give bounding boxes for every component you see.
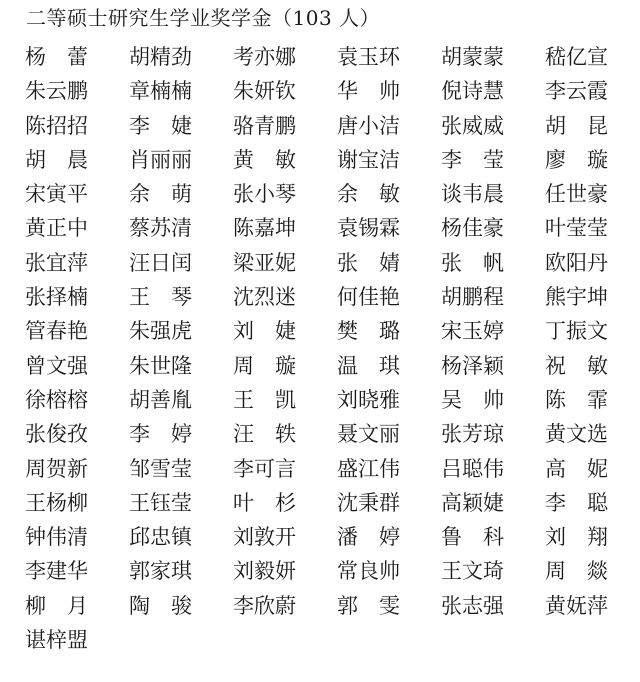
award-recipient-name: 余 萌 [129,182,192,207]
award-recipient-name: 黄妩萍 [545,593,608,618]
award-recipient-name: 陈嘉坤 [233,216,296,241]
award-recipient-name: 温 琪 [337,353,400,378]
award-recipient-name: 刘敦开 [233,525,296,550]
award-recipient-name: 刘 翔 [545,525,608,550]
award-recipient-name: 刘毅妍 [233,559,296,584]
award-recipient-name: 祝 敏 [545,353,608,378]
award-recipient-name: 曾文强 [25,353,88,378]
award-recipient-name: 潘 婷 [337,525,400,550]
award-recipient-name: 王 凯 [233,387,296,412]
award-recipient-name: 胡善胤 [129,387,192,412]
award-recipient-name: 王 琴 [129,285,192,310]
award-recipient-name: 倪诗慧 [441,79,504,104]
award-recipient-name: 李云霞 [545,79,608,104]
award-recipient-name: 唐小洁 [337,113,400,138]
award-recipient-name: 黄文选 [545,422,608,447]
award-recipient-name: 邱忠镇 [129,525,192,550]
award-recipient-name: 李欣蔚 [233,593,296,618]
award-recipient-name: 吕聪伟 [441,456,504,481]
award-recipient-name: 叶莹莹 [545,216,608,241]
award-recipient-name: 李 婷 [129,422,192,447]
award-recipient-name: 陈招招 [25,113,88,138]
award-recipient-name: 章楠楠 [129,79,192,104]
award-recipient-name: 陶 骏 [129,593,192,618]
award-recipient-name: 聂文丽 [337,422,400,447]
award-recipient-name: 张 帆 [441,250,504,275]
award-recipient-name: 管春艳 [25,319,88,344]
award-recipient-name: 考亦娜 [233,45,296,69]
award-recipient-name: 胡 昆 [545,113,608,138]
award-recipient-name: 嵇亿宣 [545,45,608,69]
award-recipient-name: 袁玉环 [337,45,400,69]
award-recipient-name: 廖 璇 [545,147,608,172]
award-recipient-name: 肖丽丽 [129,147,192,172]
award-recipient-name: 郭家琪 [129,559,192,584]
award-recipient-name: 樊 璐 [337,319,400,344]
award-recipient-name: 杨 蕾 [25,45,88,69]
award-recipient-name: 沈烈迷 [233,285,296,310]
award-recipient-name: 谈韦晨 [441,182,504,207]
award-recipient-name: 张宜萍 [25,250,88,275]
award-recipient-name: 黄正中 [25,216,88,241]
section-title: 二等硕士研究生学业奖学金（103 人） [26,6,381,30]
award-recipient-name: 朱强虎 [129,319,192,344]
award-recipient-name: 朱妍钦 [233,79,296,104]
award-recipient-name: 袁锡霖 [337,216,400,241]
award-recipient-name: 宋寅平 [25,182,88,207]
award-recipient-name: 王杨柳 [25,490,88,515]
award-recipient-name: 张俊孜 [25,422,88,447]
award-recipient-name: 高颖婕 [441,490,504,515]
award-recipient-name: 胡精劲 [129,45,192,69]
award-recipient-name: 钟伟清 [25,525,88,550]
award-recipient-name: 盛江伟 [337,456,400,481]
award-recipient-name: 胡鹏程 [441,285,504,310]
award-recipient-name: 骆青鹏 [233,113,296,138]
award-recipient-name: 任世豪 [545,182,608,207]
award-recipient-name: 李建华 [25,559,88,584]
award-recipient-name: 沈秉群 [337,490,400,515]
award-recipient-name: 吴 帅 [441,387,504,412]
award-recipient-name: 柳 月 [25,593,88,618]
award-recipient-name: 何佳艳 [337,285,400,310]
award-recipient-name: 宋玉婷 [441,319,504,344]
award-recipient-name: 邹雪莹 [129,456,192,481]
award-recipient-name: 胡 晨 [25,147,88,172]
award-recipient-name: 鲁 科 [441,525,504,550]
award-recipient-name: 朱世隆 [129,353,192,378]
award-recipient-name: 余 敏 [337,182,400,207]
award-recipient-name: 蔡苏清 [129,216,192,241]
award-recipient-name: 黄 敏 [233,147,296,172]
award-recipient-name: 朱云鹏 [25,79,88,104]
award-recipient-name: 杨泽颖 [441,353,504,378]
award-recipient-name: 张小琴 [233,182,296,207]
award-recipient-name: 张志强 [441,593,504,618]
award-recipient-name: 王文琦 [441,559,504,584]
award-recipient-name: 刘 婕 [233,319,296,344]
award-recipient-name: 谢宝洁 [337,147,400,172]
award-recipient-name: 欧阳丹 [545,250,608,275]
award-recipient-name: 周 璇 [233,353,296,378]
award-recipient-name: 王钰莹 [129,490,192,515]
award-recipient-name: 熊宇坤 [545,285,608,310]
award-recipient-name: 李 婕 [129,113,192,138]
award-recipient-name: 张威威 [441,113,504,138]
award-recipient-name: 常良帅 [337,559,400,584]
award-recipient-name: 刘晓雅 [337,387,400,412]
award-recipient-name: 周 燚 [545,559,608,584]
award-recipient-name: 高 妮 [545,456,608,481]
award-recipient-name: 张芳琼 [441,422,504,447]
award-recipient-name: 谌梓盟 [25,628,88,653]
award-recipient-name: 张 婧 [337,250,400,275]
award-recipient-name: 周贺新 [25,456,88,481]
award-recipient-name: 汪 轶 [233,422,296,447]
award-recipient-name: 郭 雯 [337,593,400,618]
award-recipient-name: 汪日闰 [129,250,192,275]
award-recipient-name: 杨佳豪 [441,216,504,241]
award-recipient-name: 梁亚妮 [233,250,296,275]
award-recipient-name: 华 帅 [337,79,400,104]
award-recipient-name: 胡蒙蒙 [441,45,504,69]
award-recipient-name: 张择楠 [25,285,88,310]
award-recipient-name: 徐榕榕 [25,387,88,412]
award-recipient-name: 丁振文 [545,319,608,344]
award-recipient-name: 叶 杉 [233,490,296,515]
award-recipient-name: 李可言 [233,456,296,481]
award-recipient-name: 李 聪 [545,490,608,515]
name-list [25,40,625,657]
award-recipient-name: 李 莹 [441,147,504,172]
award-recipient-name: 陈 霏 [545,387,608,412]
